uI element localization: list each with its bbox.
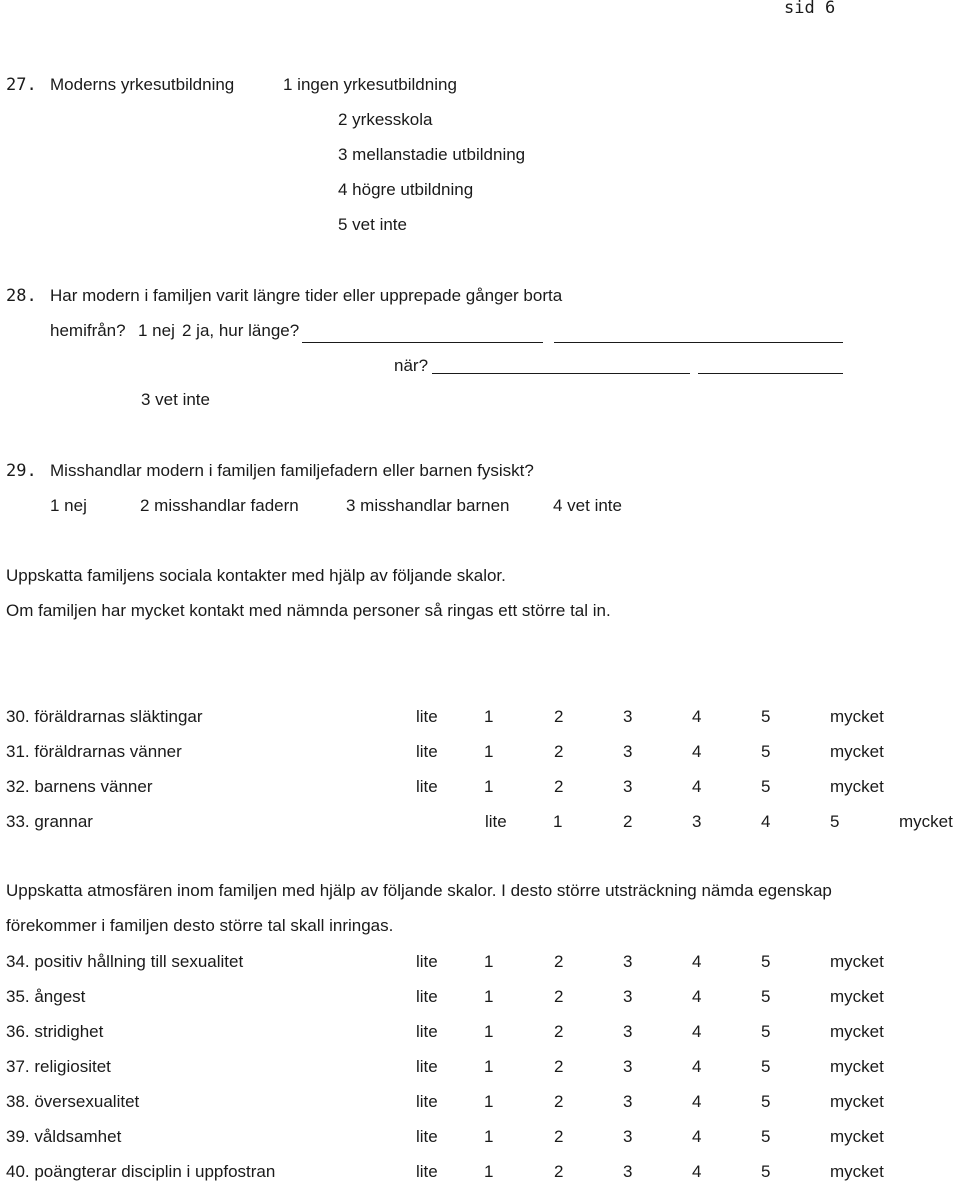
scale-row-35 xyxy=(0,986,960,1008)
scale-value-2[interactable]: 2 xyxy=(554,707,564,726)
scale-value-4[interactable]: 4 xyxy=(692,952,702,971)
item-label: 33. grannar xyxy=(6,812,93,831)
scale-value-3[interactable]: 3 xyxy=(692,812,702,831)
high-anchor: mycket xyxy=(830,1092,884,1111)
section-1-instruction-1: Uppskatta familjens sociala kontakter med hjälp av följande skalor. xyxy=(6,566,506,585)
scale-value-2[interactable]: 2 xyxy=(623,812,633,831)
question-text: Har modern i familjen varit längre tider eller upprepade gånger borta xyxy=(50,286,563,305)
low-anchor: lite xyxy=(416,742,438,761)
high-anchor: mycket xyxy=(830,1057,884,1076)
scale-value-1[interactable]: 1 xyxy=(484,1022,494,1041)
question-label: Moderns yrkesutbildning xyxy=(50,75,235,94)
option-no: 1 nej xyxy=(138,321,175,340)
scale-value-1[interactable]: 1 xyxy=(484,707,494,726)
high-anchor: mycket xyxy=(899,812,953,831)
scale-value-4[interactable]: 4 xyxy=(692,1127,702,1146)
answer-line-duration-2[interactable] xyxy=(554,342,843,343)
answer-line-when-2[interactable] xyxy=(698,373,843,374)
scale-value-5[interactable]: 5 xyxy=(761,987,771,1006)
scale-value-1[interactable]: 1 xyxy=(484,742,494,761)
low-anchor: lite xyxy=(416,987,438,1006)
scale-value-3[interactable]: 3 xyxy=(623,1127,633,1146)
option-5: 5 vet inte xyxy=(338,215,407,234)
scale-value-3[interactable]: 3 xyxy=(623,742,633,761)
item-label: 40. poängterar disciplin i uppfostran xyxy=(6,1162,276,1181)
scale-value-4[interactable]: 4 xyxy=(692,1092,702,1111)
scale-value-1[interactable]: 1 xyxy=(484,1127,494,1146)
scale-value-3[interactable]: 3 xyxy=(623,1057,633,1076)
scale-value-1[interactable]: 1 xyxy=(484,1092,494,1111)
low-anchor: lite xyxy=(416,1162,438,1181)
scale-value-5[interactable]: 5 xyxy=(761,952,771,971)
option-2: 2 yrkesskola xyxy=(338,110,433,129)
scale-value-5[interactable]: 5 xyxy=(761,1127,771,1146)
scale-value-2[interactable]: 2 xyxy=(554,987,564,1006)
option-dont-know: 3 vet inte xyxy=(141,390,210,409)
scale-value-5[interactable]: 5 xyxy=(830,812,840,831)
scale-row-32 xyxy=(0,776,960,798)
low-anchor: lite xyxy=(416,952,438,971)
scale-value-4[interactable]: 4 xyxy=(692,777,702,796)
question-text: Misshandlar modern i familjen familjefadern eller barnen fysiskt? xyxy=(50,461,534,480)
page-number: sid 6 xyxy=(784,0,836,18)
item-label: 30. föräldrarnas släktingar xyxy=(6,707,203,726)
high-anchor: mycket xyxy=(830,987,884,1006)
scale-value-4[interactable]: 4 xyxy=(692,1057,702,1076)
scale-value-4[interactable]: 4 xyxy=(761,812,771,831)
scale-value-3[interactable]: 3 xyxy=(623,952,633,971)
scale-value-2[interactable]: 2 xyxy=(554,952,564,971)
low-anchor: lite xyxy=(416,1022,438,1041)
high-anchor: mycket xyxy=(830,1127,884,1146)
scale-value-1[interactable]: 1 xyxy=(484,952,494,971)
option-2: 2 misshandlar fadern xyxy=(140,496,299,515)
section-2-instruction-2: förekommer i familjen desto större tal skall inringas. xyxy=(6,916,394,935)
question-number: 28. xyxy=(6,286,37,306)
option-3: 3 mellanstadie utbildning xyxy=(338,145,526,164)
scale-value-5[interactable]: 5 xyxy=(761,777,771,796)
scale-value-5[interactable]: 5 xyxy=(761,1162,771,1181)
scale-row-38 xyxy=(0,1091,960,1113)
scale-value-3[interactable]: 3 xyxy=(623,707,633,726)
low-anchor: lite xyxy=(416,777,438,796)
scale-value-1[interactable]: 1 xyxy=(553,812,563,831)
option-4: 4 vet inte xyxy=(553,496,622,515)
scale-row-33 xyxy=(0,811,960,833)
high-anchor: mycket xyxy=(830,707,884,726)
section-1-instruction-2: Om familjen har mycket kontakt med nämnda personer så ringas ett större tal in. xyxy=(6,601,611,620)
question-number: 27. xyxy=(6,75,37,95)
option-1: 1 nej xyxy=(50,496,87,515)
scale-row-40 xyxy=(0,1161,960,1183)
high-anchor: mycket xyxy=(830,1162,884,1181)
low-anchor: lite xyxy=(416,707,438,726)
scale-row-34 xyxy=(0,951,960,973)
item-label: 35. ångest xyxy=(6,987,86,1006)
item-label: 32. barnens vänner xyxy=(6,777,153,796)
option-3: 3 misshandlar barnen xyxy=(346,496,510,515)
question-text-cont: hemifrån? xyxy=(50,321,126,340)
item-label: 37. religiositet xyxy=(6,1057,111,1076)
scale-value-2[interactable]: 2 xyxy=(554,1092,564,1111)
scale-row-31 xyxy=(0,741,960,763)
scale-value-4[interactable]: 4 xyxy=(692,742,702,761)
scale-row-36 xyxy=(0,1021,960,1043)
scale-value-4[interactable]: 4 xyxy=(692,987,702,1006)
scale-value-2[interactable]: 2 xyxy=(554,742,564,761)
low-anchor: lite xyxy=(416,1092,438,1111)
scale-value-5[interactable]: 5 xyxy=(761,1092,771,1111)
section-2-instruction-1: Uppskatta atmosfären inom familjen med hjälp av följande skalor. I desto större utsträckning nämda egenskap xyxy=(6,881,832,900)
item-label: 31. föräldrarnas vänner xyxy=(6,742,182,761)
scale-value-1[interactable]: 1 xyxy=(484,987,494,1006)
scale-value-2[interactable]: 2 xyxy=(554,1057,564,1076)
scale-value-5[interactable]: 5 xyxy=(761,1057,771,1076)
scale-value-1[interactable]: 1 xyxy=(484,777,494,796)
scale-value-2[interactable]: 2 xyxy=(554,1022,564,1041)
scale-value-2[interactable]: 2 xyxy=(554,777,564,796)
scale-row-37 xyxy=(0,1056,960,1078)
scale-value-1[interactable]: 1 xyxy=(484,1162,494,1181)
low-anchor: lite xyxy=(416,1127,438,1146)
scale-row-30 xyxy=(0,706,960,728)
answer-line-when-1[interactable] xyxy=(432,373,690,374)
scale-value-3[interactable]: 3 xyxy=(623,1092,633,1111)
scale-value-4[interactable]: 4 xyxy=(692,707,702,726)
item-label: 39. våldsamhet xyxy=(6,1127,122,1146)
high-anchor: mycket xyxy=(830,742,884,761)
when-label: när? xyxy=(394,356,429,375)
option-yes-how-long: 2 ja, hur länge? xyxy=(182,321,300,340)
option-4: 4 högre utbildning xyxy=(338,180,474,199)
low-anchor: lite xyxy=(416,1057,438,1076)
scale-value-3[interactable]: 3 xyxy=(623,1162,633,1181)
scale-value-5[interactable]: 5 xyxy=(761,707,771,726)
scale-value-5[interactable]: 5 xyxy=(761,742,771,761)
high-anchor: mycket xyxy=(830,777,884,796)
high-anchor: mycket xyxy=(830,952,884,971)
scale-row-39 xyxy=(0,1126,960,1148)
high-anchor: mycket xyxy=(830,1022,884,1041)
scale-value-2[interactable]: 2 xyxy=(554,1162,564,1181)
scale-value-5[interactable]: 5 xyxy=(761,1022,771,1041)
item-label: 34. positiv hållning till sexualitet xyxy=(6,952,244,971)
low-anchor: lite xyxy=(485,812,507,831)
item-label: 38. översexualitet xyxy=(6,1092,140,1111)
item-label: 36. stridighet xyxy=(6,1022,104,1041)
scale-value-2[interactable]: 2 xyxy=(554,1127,564,1146)
scale-value-3[interactable]: 3 xyxy=(623,777,633,796)
scale-value-3[interactable]: 3 xyxy=(623,987,633,1006)
scale-value-3[interactable]: 3 xyxy=(623,1022,633,1041)
scale-value-4[interactable]: 4 xyxy=(692,1162,702,1181)
scale-value-4[interactable]: 4 xyxy=(692,1022,702,1041)
option-1: 1 ingen yrkesutbildning xyxy=(283,75,457,94)
scale-value-1[interactable]: 1 xyxy=(484,1057,494,1076)
question-number: 29. xyxy=(6,461,37,481)
answer-line-duration-1[interactable] xyxy=(302,342,543,343)
